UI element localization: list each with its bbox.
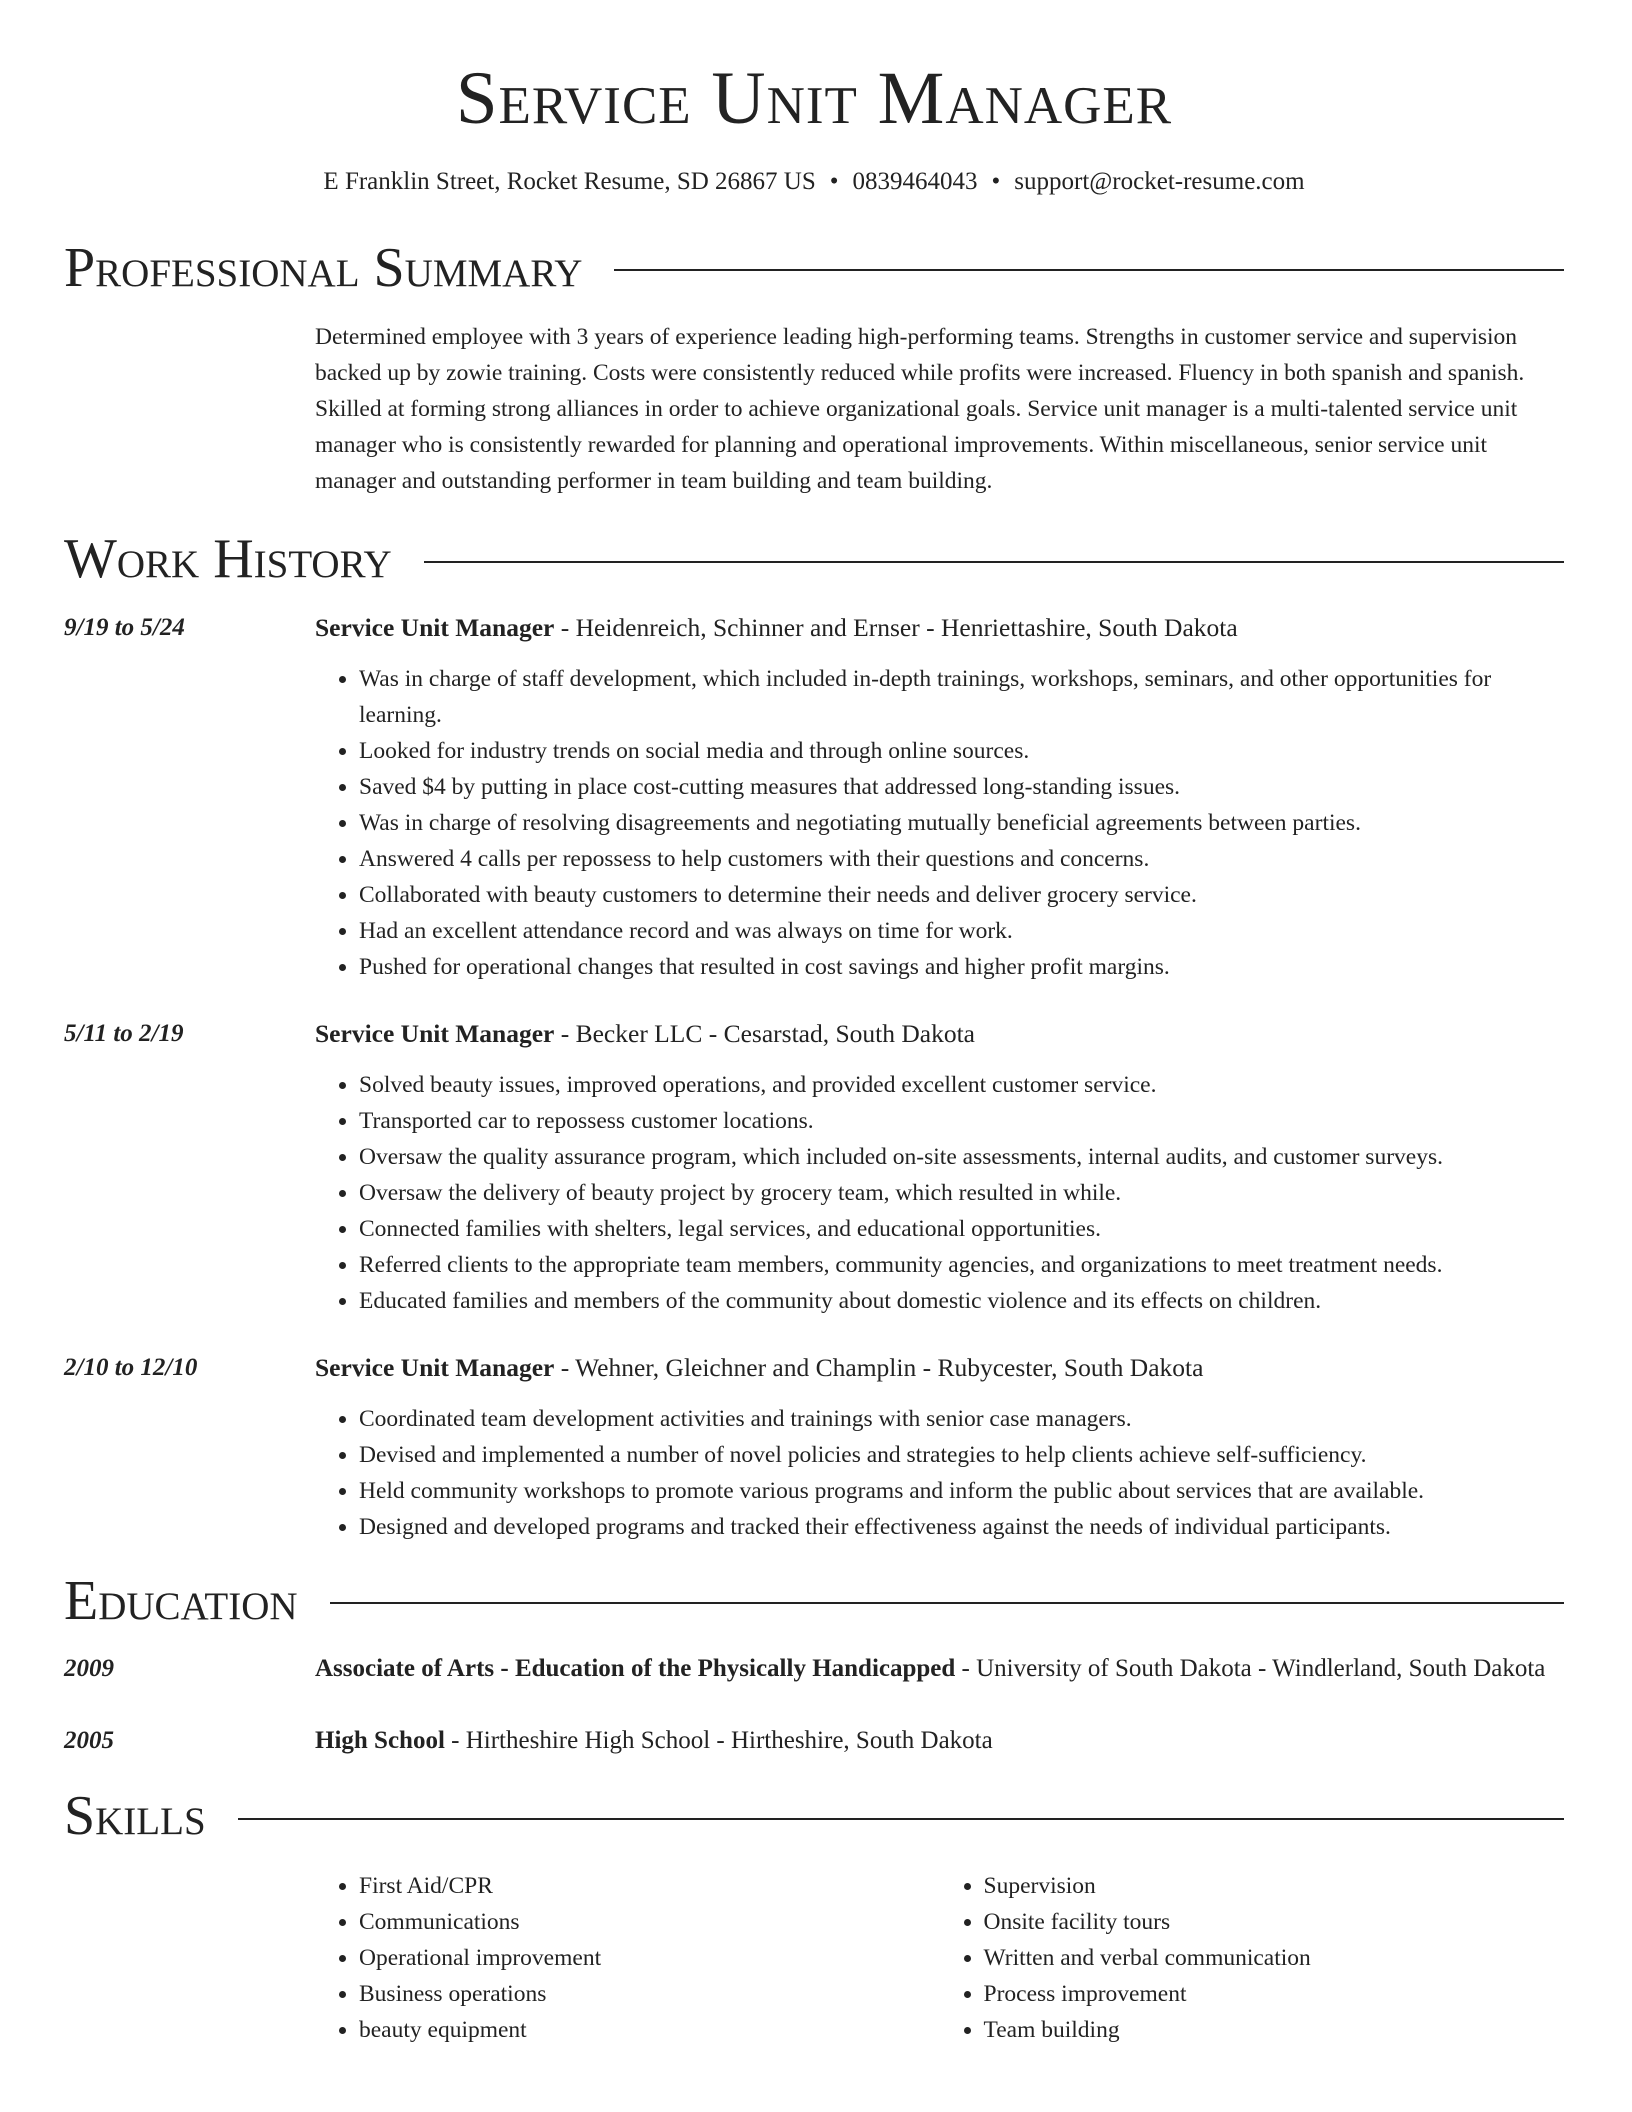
- skills-column-left: [315, 1868, 940, 2048]
- job-entry: [64, 1349, 1564, 1545]
- job-bullet: • Pushed for operational changes that resulted in cost savings and higher profit margins.: [359, 949, 1564, 985]
- skill-item: • Supervision: [984, 1868, 1565, 1904]
- section-divider: [424, 561, 1564, 563]
- job-bullet-list: [315, 661, 1564, 985]
- education-year: 2009: [64, 1655, 114, 1683]
- skill-item: • Business operations: [359, 1976, 940, 2012]
- skill-item: • beauty equipment: [359, 2012, 940, 2048]
- job-bullet: • Oversaw the delivery of beauty project by grocery team, which resulted in while.: [359, 1175, 1564, 1211]
- education-entry: [64, 1722, 1564, 1760]
- job-heading: [315, 1015, 1564, 1319]
- job-bullet: • Was in charge of resolving disagreements and negotiating mutually beneficial agreements between parties.: [359, 805, 1564, 841]
- summary-section-header: [64, 238, 1564, 300]
- job-heading: [315, 609, 1564, 985]
- job-header-row: [64, 1015, 1564, 1319]
- job-title: Service Unit Manager: [315, 612, 555, 642]
- job-bullet: • Connected families with shelters, legal services, and educational opportunities.: [359, 1211, 1564, 1247]
- resume-page: [64, 0, 1564, 2048]
- job-entry: [64, 609, 1564, 985]
- skill-item: • Onsite facility tours: [984, 1904, 1565, 1940]
- job-bullet: • Held community workshops to promote various programs and inform the public about services that are available.: [359, 1473, 1564, 1509]
- work-heading: Work History: [64, 528, 392, 591]
- skills-heading: Skills: [64, 1785, 206, 1848]
- education-school-location: - Hirtheshire High School - Hirtheshire, South Dakota: [444, 1727, 993, 1755]
- contact-separator: •: [991, 167, 1001, 195]
- job-bullet: • Collaborated with beauty customers to determine their needs and deliver grocery service.: [359, 877, 1564, 913]
- job-bullet: • Had an excellent attendance record and was always on time for work.: [359, 913, 1564, 949]
- skill-item: • Written and verbal communication: [984, 1940, 1565, 1976]
- education-entry: [64, 1650, 1564, 1688]
- job-header-row: [64, 609, 1564, 985]
- summary-text: Determined employee with 3 years of experience leading high-performing teams. Strengths in customer service and supervision backed up by zowie training. Costs were consistently reduced while profits were increased. Fluency in both spanish and spanish. Skilled at forming strong alliances in order to achieve organizational goals. Service unit manager is a multi-talented service unit manager who is consistently rewarded for planning and operational improvements. Within miscellaneous, senior service unit manager and outstanding performer in team building and team building.: [315, 324, 1525, 495]
- education-details: [315, 1650, 1564, 1688]
- job-bullet-list: [315, 1067, 1564, 1319]
- job-bullet: • Solved beauty issues, improved operations, and provided excellent customer service.: [359, 1067, 1564, 1103]
- skills-column-right: [940, 1868, 1565, 2048]
- education-school-location: - University of South Dakota - Windlerland, South Dakota: [955, 1655, 1546, 1683]
- section-divider: [614, 269, 1564, 271]
- job-bullet: • Referred clients to the appropriate team members, community agencies, and organizations to meet treatment needs.: [359, 1247, 1564, 1283]
- job-bullet: • Devised and implemented a number of novel policies and strategies to help clients achieve self-sufficiency.: [359, 1437, 1564, 1473]
- skill-item: • Communications: [359, 1904, 940, 1940]
- job-heading: [315, 1349, 1564, 1545]
- education-degree: High School: [315, 1727, 445, 1755]
- section-divider: [238, 1818, 1564, 1820]
- job-bullet: • Designed and developed programs and tracked their effectiveness against the needs of individual participants.: [359, 1509, 1564, 1545]
- job-title: Service Unit Manager: [315, 1018, 555, 1048]
- skill-item: • First Aid/CPR: [359, 1868, 940, 1904]
- contact-phone: 0839464043: [852, 167, 978, 195]
- summary-heading: Professional Summary: [64, 236, 583, 299]
- skill-item: • Operational improvement: [359, 1940, 940, 1976]
- education-heading: Education: [64, 1569, 298, 1632]
- job-bullet-list: [315, 1401, 1564, 1545]
- skills-grid: [315, 1868, 1564, 2048]
- resume-name: Service Unit Manager: [455, 57, 1173, 140]
- skill-item: • Process improvement: [984, 1976, 1565, 2012]
- job-dates: 2/10 to 12/10: [64, 1353, 198, 1381]
- job-title-line: [315, 1349, 1564, 1387]
- job-title-line: [315, 609, 1564, 647]
- job-bullet: • Was in charge of staff development, which included in-depth trainings, workshops, seminars, and other opportunities for learning.: [359, 661, 1564, 733]
- education-section-header: [64, 1571, 1564, 1633]
- job-employer-location: - Becker LLC - Cesarstad, South Dakota: [554, 1018, 975, 1048]
- skill-item: • Team building: [984, 2012, 1565, 2048]
- contact-separator: •: [829, 167, 839, 195]
- job-header-row: [64, 1349, 1564, 1545]
- job-title: Service Unit Manager: [315, 1352, 555, 1382]
- contact-line: [64, 168, 1564, 196]
- section-divider: [330, 1602, 1564, 1604]
- job-employer-location: - Heidenreich, Schinner and Ernser - Henriettashire, South Dakota: [554, 612, 1238, 642]
- work-section-header: [64, 529, 1564, 591]
- job-bullet: • Educated families and members of the community about domestic violence and its effects on children.: [359, 1283, 1564, 1319]
- contact-address: E Franklin Street, Rocket Resume, SD 26867 US: [323, 167, 816, 195]
- job-bullet: • Coordinated team development activities and trainings with senior case managers.: [359, 1401, 1564, 1437]
- job-bullet: • Transported car to repossess customer locations.: [359, 1103, 1564, 1139]
- education-details: [315, 1722, 1564, 1760]
- work-history-list: [64, 609, 1564, 1545]
- job-dates: 9/19 to 5/24: [64, 613, 185, 641]
- contact-email[interactable]: support@rocket-resume.com: [1014, 167, 1305, 195]
- job-bullet: • Oversaw the quality assurance program, which included on-site assessments, internal audits, and customer surveys.: [359, 1139, 1564, 1175]
- job-entry: [64, 1015, 1564, 1319]
- job-bullet: • Answered 4 calls per repossess to help customers with their questions and concerns.: [359, 841, 1564, 877]
- education-list: [64, 1650, 1564, 1760]
- job-dates: 5/11 to 2/19: [64, 1019, 184, 1047]
- job-employer-location: - Wehner, Gleichner and Champlin - Rubycester, South Dakota: [554, 1352, 1204, 1382]
- job-title-line: [315, 1015, 1564, 1053]
- education-degree: Associate of Arts - Education of the Physically Handicapped: [315, 1655, 956, 1683]
- job-bullet: • Saved $4 by putting in place cost-cutting measures that addressed long-standing issues.: [359, 769, 1564, 805]
- education-year: 2005: [64, 1727, 114, 1755]
- job-bullet: • Looked for industry trends on social media and through online sources.: [359, 733, 1564, 769]
- skills-section-header: [64, 1786, 1564, 1848]
